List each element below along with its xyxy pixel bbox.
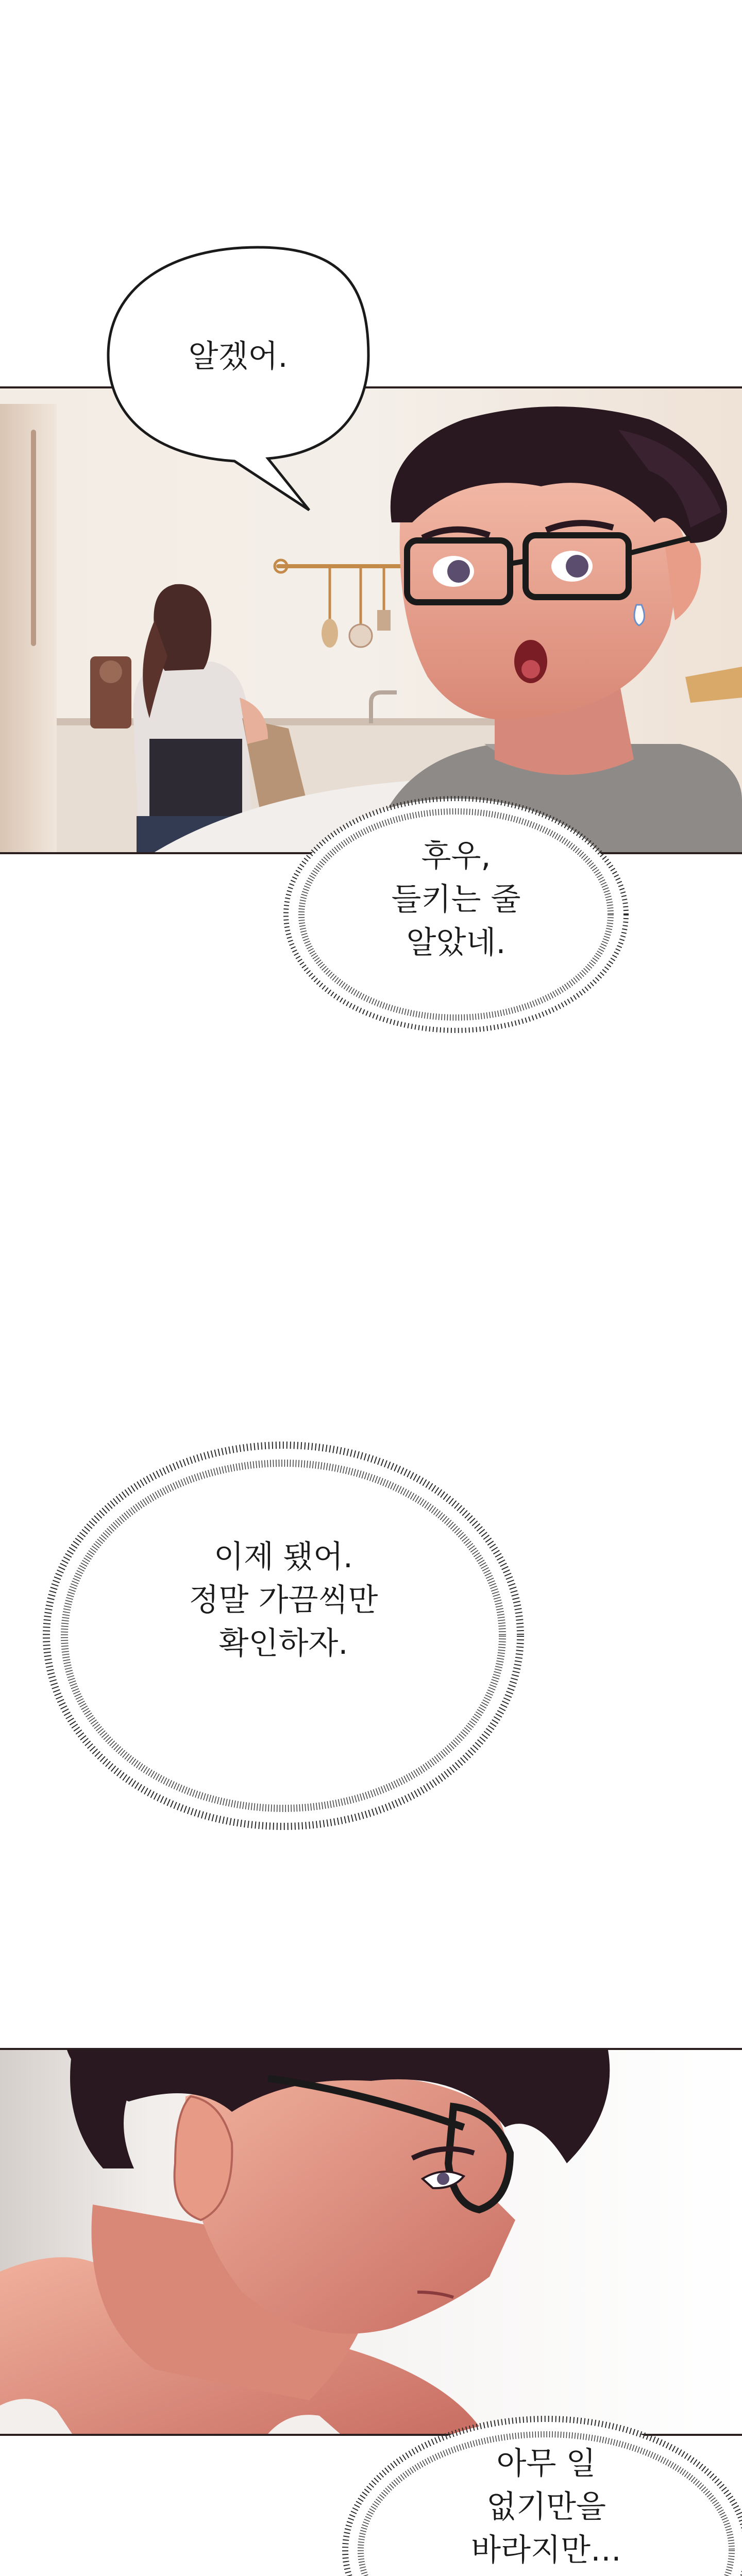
thought-bubble-text-1: 후우, 들키는 줄 알았네. [391, 838, 521, 961]
thought-bubble-text-2: 이제 됐어. 정말 가끔씩만 확인하자. [189, 1539, 378, 1662]
speech-bubble-text: 알겠어. [188, 338, 288, 375]
thought-bubble-text-3: 아무 일 없기만을 바라지만… [471, 2446, 621, 2568]
